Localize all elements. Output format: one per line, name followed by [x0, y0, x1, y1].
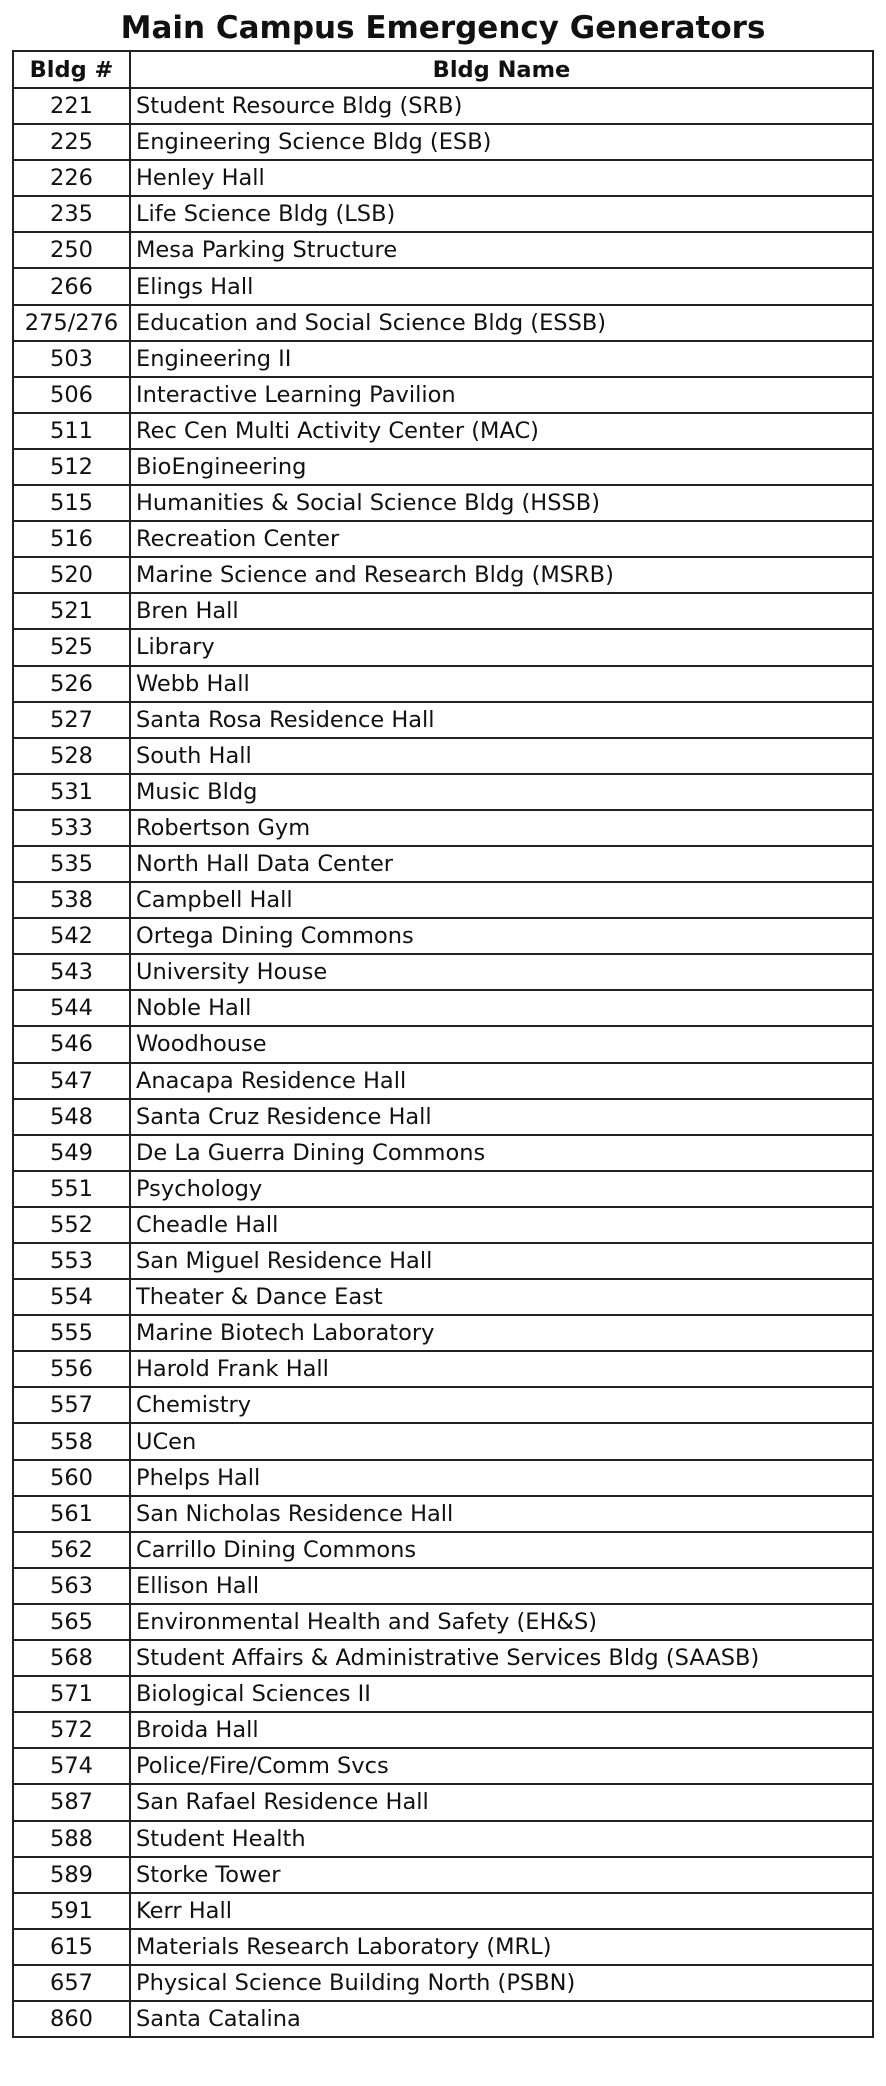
bldg-number: 503	[13, 341, 130, 377]
bldg-name: Santa Rosa Residence Hall	[130, 702, 873, 738]
bldg-number: 515	[13, 485, 130, 521]
bldg-name: Police/Fire/Comm Svcs	[130, 1748, 873, 1784]
bldg-name: Student Affairs & Administrative Services Bldg (SAASB)	[130, 1640, 873, 1676]
bldg-number: 543	[13, 954, 130, 990]
table-row	[13, 846, 873, 882]
table-row	[13, 882, 873, 918]
bldg-name: Environmental Health and Safety (EH&S)	[130, 1604, 873, 1640]
bldg-number: 560	[13, 1460, 130, 1496]
bldg-number: 512	[13, 449, 130, 485]
bldg-name: Marine Biotech Laboratory	[130, 1315, 873, 1351]
bldg-number: 527	[13, 702, 130, 738]
bldg-name: San Nicholas Residence Hall	[130, 1496, 873, 1532]
table-row	[13, 666, 873, 702]
table-row	[13, 1171, 873, 1207]
bldg-name: Woodhouse	[130, 1026, 873, 1062]
bldg-number: 520	[13, 557, 130, 593]
bldg-number: 557	[13, 1387, 130, 1423]
bldg-name: Student Health	[130, 1821, 873, 1857]
bldg-number: 225	[13, 124, 130, 160]
table-row	[13, 1893, 873, 1929]
bldg-name: Education and Social Science Bldg (ESSB)	[130, 305, 873, 341]
bldg-number: 533	[13, 810, 130, 846]
bldg-number: 571	[13, 1676, 130, 1712]
table-row	[13, 629, 873, 665]
bldg-name: Webb Hall	[130, 666, 873, 702]
bldg-name: Campbell Hall	[130, 882, 873, 918]
bldg-number: 589	[13, 1857, 130, 1893]
table-row	[13, 2001, 873, 2037]
table-row	[13, 268, 873, 304]
bldg-name: Materials Research Laboratory (MRL)	[130, 1929, 873, 1965]
bldg-name: Carrillo Dining Commons	[130, 1532, 873, 1568]
bldg-number: 250	[13, 232, 130, 268]
bldg-number: 549	[13, 1135, 130, 1171]
bldg-number: 511	[13, 413, 130, 449]
table-row	[13, 557, 873, 593]
table-row	[13, 1387, 873, 1423]
bldg-name: Santa Cruz Residence Hall	[130, 1099, 873, 1135]
bldg-name: Henley Hall	[130, 160, 873, 196]
bldg-name: Ortega Dining Commons	[130, 918, 873, 954]
table-row	[13, 774, 873, 810]
table-row	[13, 1351, 873, 1387]
table-row	[13, 702, 873, 738]
header-bldg-number: Bldg #	[13, 51, 130, 88]
bldg-name: Engineering Science Bldg (ESB)	[130, 124, 873, 160]
bldg-name: North Hall Data Center	[130, 846, 873, 882]
table-row	[13, 1784, 873, 1820]
bldg-name: UCen	[130, 1423, 873, 1459]
bldg-number: 587	[13, 1784, 130, 1820]
bldg-number: 525	[13, 629, 130, 665]
bldg-number: 565	[13, 1604, 130, 1640]
bldg-number: 506	[13, 377, 130, 413]
bldg-number: 860	[13, 2001, 130, 2037]
table-row	[13, 593, 873, 629]
bldg-name: Ellison Hall	[130, 1568, 873, 1604]
bldg-number: 275/276	[13, 305, 130, 341]
page-title: Main Campus Emergency Generators	[120, 10, 766, 46]
table-row	[13, 413, 873, 449]
bldg-name: Physical Science Building North (PSBN)	[130, 1965, 873, 2001]
bldg-name: Phelps Hall	[130, 1460, 873, 1496]
table-row	[13, 232, 873, 268]
table-row	[13, 449, 873, 485]
table-row	[13, 1423, 873, 1459]
table-row	[13, 1496, 873, 1532]
bldg-name: Robertson Gym	[130, 810, 873, 846]
bldg-name: Music Bldg	[130, 774, 873, 810]
table-body	[13, 88, 873, 2037]
table-row	[13, 1279, 873, 1315]
bldg-number: 531	[13, 774, 130, 810]
bldg-name: Santa Catalina	[130, 2001, 873, 2037]
bldg-name: Humanities & Social Science Bldg (HSSB)	[130, 485, 873, 521]
bldg-number: 553	[13, 1243, 130, 1279]
table-row	[13, 1604, 873, 1640]
table-row	[13, 88, 873, 124]
bldg-name: Psychology	[130, 1171, 873, 1207]
table-row	[13, 1568, 873, 1604]
bldg-number: 526	[13, 666, 130, 702]
bldg-name: Noble Hall	[130, 990, 873, 1026]
bldg-name: South Hall	[130, 738, 873, 774]
bldg-number: 554	[13, 1279, 130, 1315]
bldg-name: University House	[130, 954, 873, 990]
table-row	[13, 1315, 873, 1351]
bldg-name: Anacapa Residence Hall	[130, 1063, 873, 1099]
table-row	[13, 1099, 873, 1135]
bldg-name: Elings Hall	[130, 268, 873, 304]
bldg-number: 556	[13, 1351, 130, 1387]
bldg-number: 615	[13, 1929, 130, 1965]
header-bldg-name: Bldg Name	[130, 51, 873, 88]
table-row	[13, 1135, 873, 1171]
bldg-number: 555	[13, 1315, 130, 1351]
bldg-name: San Rafael Residence Hall	[130, 1784, 873, 1820]
bldg-name: Interactive Learning Pavilion	[130, 377, 873, 413]
header-row	[13, 51, 873, 88]
bldg-number: 546	[13, 1026, 130, 1062]
bldg-number: 538	[13, 882, 130, 918]
table-row	[13, 810, 873, 846]
bldg-name: Rec Cen Multi Activity Center (MAC)	[130, 413, 873, 449]
bldg-name: Chemistry	[130, 1387, 873, 1423]
table-row	[13, 918, 873, 954]
table-row	[13, 124, 873, 160]
bldg-number: 542	[13, 918, 130, 954]
bldg-number: 547	[13, 1063, 130, 1099]
bldg-name: San Miguel Residence Hall	[130, 1243, 873, 1279]
bldg-name: Harold Frank Hall	[130, 1351, 873, 1387]
table-row	[13, 1748, 873, 1784]
table-row	[13, 1460, 873, 1496]
bldg-number: 226	[13, 160, 130, 196]
table-row	[13, 1676, 873, 1712]
bldg-number: 521	[13, 593, 130, 629]
bldg-number: 528	[13, 738, 130, 774]
bldg-number: 657	[13, 1965, 130, 2001]
bldg-name: Theater & Dance East	[130, 1279, 873, 1315]
bldg-number: 591	[13, 1893, 130, 1929]
table-row	[13, 196, 873, 232]
table-row	[13, 954, 873, 990]
bldg-name: Broida Hall	[130, 1712, 873, 1748]
table-row	[13, 341, 873, 377]
bldg-number: 568	[13, 1640, 130, 1676]
table-row	[13, 1026, 873, 1062]
bldg-name: Marine Science and Research Bldg (MSRB)	[130, 557, 873, 593]
bldg-number: 266	[13, 268, 130, 304]
table-row	[13, 377, 873, 413]
bldg-name: Bren Hall	[130, 593, 873, 629]
bldg-number: 563	[13, 1568, 130, 1604]
table-row	[13, 1063, 873, 1099]
bldg-number: 535	[13, 846, 130, 882]
table-row	[13, 1640, 873, 1676]
bldg-name: Kerr Hall	[130, 1893, 873, 1929]
table-row	[13, 1207, 873, 1243]
bldg-name: Mesa Parking Structure	[130, 232, 873, 268]
table-row	[13, 305, 873, 341]
bldg-name: Biological Sciences II	[130, 1676, 873, 1712]
bldg-name: Storke Tower	[130, 1857, 873, 1893]
bldg-name: Engineering II	[130, 341, 873, 377]
bldg-number: 572	[13, 1712, 130, 1748]
table-row	[13, 1965, 873, 2001]
bldg-number: 552	[13, 1207, 130, 1243]
table-row	[13, 1712, 873, 1748]
bldg-name: Student Resource Bldg (SRB)	[130, 88, 873, 124]
table-row	[13, 485, 873, 521]
bldg-name: Cheadle Hall	[130, 1207, 873, 1243]
bldg-number: 544	[13, 990, 130, 1026]
table-row	[13, 1243, 873, 1279]
bldg-number: 516	[13, 521, 130, 557]
bldg-number: 562	[13, 1532, 130, 1568]
bldg-number: 551	[13, 1171, 130, 1207]
table-row	[13, 521, 873, 557]
generators-table	[12, 50, 874, 2038]
bldg-name: Recreation Center	[130, 521, 873, 557]
bldg-number: 221	[13, 88, 130, 124]
table-row	[13, 1532, 873, 1568]
table-row	[13, 1929, 873, 1965]
bldg-number: 548	[13, 1099, 130, 1135]
bldg-number: 235	[13, 196, 130, 232]
table-row	[13, 990, 873, 1026]
bldg-number: 561	[13, 1496, 130, 1532]
bldg-name: De La Guerra Dining Commons	[130, 1135, 873, 1171]
bldg-number: 588	[13, 1821, 130, 1857]
table-row	[13, 1857, 873, 1893]
bldg-name: Life Science Bldg (LSB)	[130, 196, 873, 232]
bldg-number: 574	[13, 1748, 130, 1784]
table-row	[13, 1821, 873, 1857]
bldg-number: 558	[13, 1423, 130, 1459]
table-row	[13, 738, 873, 774]
bldg-name: Library	[130, 629, 873, 665]
bldg-name: BioEngineering	[130, 449, 873, 485]
table-row	[13, 160, 873, 196]
